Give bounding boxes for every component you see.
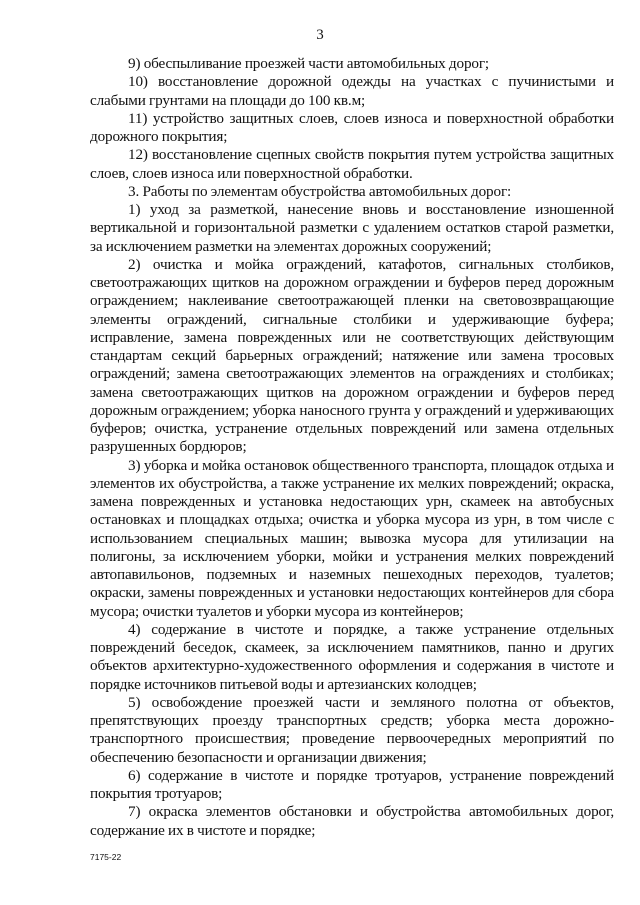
paragraph-item-6: 6) содержание в чистоте и порядке тротуаров, устранение повреждений покрытия тротуаров; <box>90 766 614 802</box>
paragraph-item-1: 1) уход за разметкой, нанесение вновь и восстановление изношенной вертикальной и горизонтальной разметки с удалением остатков старой разметки, за исключением разметки на элементах дорожных сооружений; <box>90 201 614 255</box>
paragraph-item-9: 9) обеспыливание проезжей части автомобильных дорог; <box>128 55 489 72</box>
page-number: 3 <box>316 27 324 43</box>
paragraph-item-12: 12) восстановление сцепных свойств покрытия путем устройства защитных слоев, слоев износа или поверхностной обработки. <box>90 146 614 182</box>
paragraph-item-2: 2) очистка и мойка ограждений, катафотов, сигнальных столбиков, светоотражающих щитков на дорожном ограждении и буферов перед дорожным ограждением; наклеивание светоотражающей пленки на световозвращающие элементы ограждений, сигнальные столбики и удерживающие буфера; исправление, замена поврежденных или не соответствующих действующим стандартам секций барьерных ограждений; натяжение или замена тросовых ограждений; замена светоотражающих элементов на ограждениях и столбиках; замена светоотражающих щитков на дорожном ограждении и буферов перед дорожным ограждением; уборка наносного грунта у ограждений и удерживающих буферов; очистка, устранение отдельных повреждений или замена отдельных разрушенных бордюров; <box>90 255 614 456</box>
paragraph-item-4: 4) содержание в чистоте и порядке, а также устранение отдельных повреждений беседок, скамеек, за исключением памятников, панно и других объектов архитектурно-художественного оформления и содержания в чистоте и порядке источников питьевой воды и артезианских колодцев; <box>90 620 614 693</box>
document-code: 7175-22 <box>90 852 122 862</box>
paragraph-item-10: 10) восстановление дорожной одежды на участках с пучинистыми и слабыми грунтами на площади до 100 кв.м; <box>90 73 614 109</box>
section-heading-3: 3. Работы по элементам обустройства автомобильных дорог: <box>128 182 512 200</box>
paragraph-item-7: 7) окраска элементов обстановки и обустройства автомобильных дорог, содержание их в чистоте и порядке; <box>90 803 614 839</box>
paragraph-item-5: 5) освобождение проезжей части и земляного полотна от объектов, препятствующих проезду транспортных средств; уборка места дорожно-транспортного происшествия; проведение первоочередных мероприятий по обеспечению безопасности и организации движения; <box>90 693 614 766</box>
paragraph-item-3: 3) уборка и мойка остановок общественного транспорта, площадок отдыха и элементов их обустройства, а также устранение их мелких повреждений; окраска, замена поврежденных и установка недостающих урн, скамеек на автобусных остановках и площадках отдыха; очистка и уборка мусора из урн, в том числе с использованием специальных машин; вывозка мусора для утилизации на полигоны, за исключением уборки, мойки и устранения мелких повреждений автопавильонов, подземных и наземных пешеходных переходов, туалетов; окраски, замены поврежденных и установки недостающих контейнеров для сбора мусора; очистки туалетов и уборки мусора из контейнеров; <box>90 456 614 620</box>
document-body <box>90 55 614 840</box>
paragraph-item-11: 11) устройство защитных слоев, слоев износа и поверхностной обработки дорожного покрытия; <box>90 109 614 145</box>
